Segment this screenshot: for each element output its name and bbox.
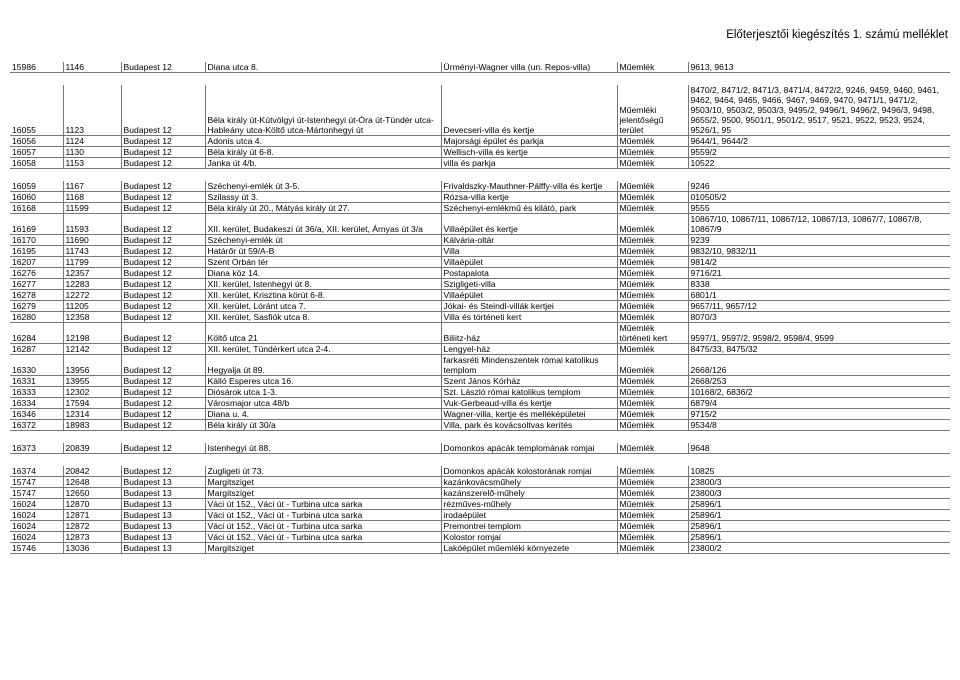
cell-name: Biliitz-ház: [441, 323, 617, 344]
cell-id: 16277: [10, 279, 63, 290]
cell-id: 16207: [10, 257, 63, 268]
cell-type: Műemlék: [617, 409, 688, 420]
cell-type: Műemlék: [617, 246, 688, 257]
cell-lots: 9648: [688, 443, 950, 454]
cell-lots: 8070/3: [688, 312, 950, 323]
cell-id: 16346: [10, 409, 63, 420]
cell-num: 11599: [63, 203, 121, 214]
cell-id: 16334: [10, 398, 63, 409]
cell-lots: 25896/1: [688, 510, 950, 521]
cell-name: irodaépület: [441, 510, 617, 521]
table-row: [10, 214, 950, 235]
table-row: [10, 443, 950, 454]
cell-lots: 9657/11, 9657/12: [688, 301, 950, 312]
cell-lots: 25896/1: [688, 532, 950, 543]
cell-name: Vuk-Gerbeaud-villa és kertje: [441, 398, 617, 409]
cell-name: Jókai- és Steindl-villák kertjei: [441, 301, 617, 312]
cell-id: 16055: [10, 85, 63, 136]
table-row: [10, 355, 950, 376]
cell-city: Budapest 12: [121, 466, 205, 477]
cell-num: 1146: [63, 62, 121, 73]
cell-address: Béla király út 30/a: [205, 420, 441, 431]
cell-type: Műemlék: [617, 521, 688, 532]
cell-id: 16168: [10, 203, 63, 214]
spacer-cell: [10, 454, 950, 467]
cell-num: 20842: [63, 466, 121, 477]
cell-lots: 9239: [688, 235, 950, 246]
cell-address: Hegyalja út 89.: [205, 355, 441, 376]
cell-address: Margitsziget: [205, 477, 441, 488]
cell-address: Béla király út 20., Mátyás király út 27.: [205, 203, 441, 214]
cell-city: Budapest 13: [121, 488, 205, 499]
cell-id: 16059: [10, 181, 63, 192]
table-row: [10, 488, 950, 499]
cell-name: Villa, park és kovácsoltvas kerítés: [441, 420, 617, 431]
cell-lots: 6801/1: [688, 290, 950, 301]
cell-city: Budapest 12: [121, 85, 205, 136]
cell-city: Budapest 12: [121, 290, 205, 301]
table-row: [10, 147, 950, 158]
table-row: [10, 499, 950, 510]
cell-name: Szt. László római katolikus templom: [441, 387, 617, 398]
cell-address: Váci út 152., Váci út - Turbina utca sarka: [205, 510, 441, 521]
cell-city: Budapest 12: [121, 323, 205, 344]
cell-address: Margitsziget: [205, 543, 441, 554]
spacer-row: [10, 454, 950, 467]
cell-type: Műemlék: [617, 443, 688, 454]
cell-type: Műemlék: [617, 355, 688, 376]
cell-city: Budapest 12: [121, 376, 205, 387]
cell-id: 16060: [10, 192, 63, 203]
cell-name: kazánkovácsműhely: [441, 477, 617, 488]
cell-city: Budapest 12: [121, 136, 205, 147]
cell-num: 12870: [63, 499, 121, 510]
table-row: [10, 409, 950, 420]
cell-address: Margitsziget: [205, 488, 441, 499]
cell-name: Kolostor romjai: [441, 532, 617, 543]
cell-lots: 9716/21: [688, 268, 950, 279]
cell-city: Budapest 13: [121, 510, 205, 521]
cell-name: Majorsági épület és parkja: [441, 136, 617, 147]
cell-city: Budapest 12: [121, 355, 205, 376]
cell-address: Istenhegyi út 88.: [205, 443, 441, 454]
cell-address: Adonis utca 4.: [205, 136, 441, 147]
cell-num: 1124: [63, 136, 121, 147]
cell-name: farkasréti Mindenszentek római katolikus templom: [441, 355, 617, 376]
table-row: [10, 376, 950, 387]
cell-id: 16058: [10, 158, 63, 169]
cell-name: Szigligeti-villa: [441, 279, 617, 290]
cell-id: 16170: [10, 235, 63, 246]
cell-name: Kálvária-oltár: [441, 235, 617, 246]
table-row: [10, 301, 950, 312]
cell-city: Budapest 12: [121, 344, 205, 355]
cell-city: Budapest 12: [121, 158, 205, 169]
cell-num: 12283: [63, 279, 121, 290]
cell-num: 13036: [63, 543, 121, 554]
cell-city: Budapest 12: [121, 268, 205, 279]
cell-num: 12314: [63, 409, 121, 420]
cell-city: Budapest 12: [121, 235, 205, 246]
cell-name: Ürményi-Wagner villa (un. Repos-villa): [441, 62, 617, 73]
cell-num: 12142: [63, 344, 121, 355]
cell-city: Budapest 12: [121, 279, 205, 290]
cell-city: Budapest 13: [121, 521, 205, 532]
cell-address: Szent Orbán tér: [205, 257, 441, 268]
cell-id: 16333: [10, 387, 63, 398]
cell-id: 16276: [10, 268, 63, 279]
table-row: [10, 136, 950, 147]
cell-lots: 9832/10, 9832/11: [688, 246, 950, 257]
cell-name: Wellisch-villa és kertje: [441, 147, 617, 158]
cell-type: Műemlék: [617, 488, 688, 499]
cell-id: 16169: [10, 214, 63, 235]
cell-city: Budapest 12: [121, 398, 205, 409]
cell-lots: 9597/1, 9597/2, 9598/2, 9598/4, 9599: [688, 323, 950, 344]
table-row: [10, 344, 950, 355]
cell-type: Műemlék: [617, 466, 688, 477]
cell-lots: 2668/126: [688, 355, 950, 376]
cell-city: Budapest 12: [121, 246, 205, 257]
cell-address: Diana köz 14.: [205, 268, 441, 279]
cell-type: Műemlék: [617, 279, 688, 290]
table-row: [10, 510, 950, 521]
spacer-row: [10, 73, 950, 86]
cell-type: Műemlék: [617, 290, 688, 301]
cell-num: 11593: [63, 214, 121, 235]
table-row: [10, 323, 950, 344]
cell-address: Széchenyi-emlék út: [205, 235, 441, 246]
cell-num: 12358: [63, 312, 121, 323]
cell-lots: 010505/2: [688, 192, 950, 203]
cell-lots: 8338: [688, 279, 950, 290]
cell-id: 16284: [10, 323, 63, 344]
cell-address: Béla király út 6-8.: [205, 147, 441, 158]
table-row: [10, 543, 950, 554]
cell-name: Villa és történeti kert: [441, 312, 617, 323]
cell-type: Műemlék: [617, 147, 688, 158]
cell-lots: 10825: [688, 466, 950, 477]
cell-type: Műemlék: [617, 312, 688, 323]
cell-lots: 25896/1: [688, 499, 950, 510]
table-row: [10, 257, 950, 268]
cell-city: Budapest 12: [121, 420, 205, 431]
cell-id: 15747: [10, 488, 63, 499]
cell-address: Váci út 152., Váci út - Turbina utca sarka: [205, 499, 441, 510]
cell-id: 16372: [10, 420, 63, 431]
table-row: [10, 466, 950, 477]
cell-num: 12872: [63, 521, 121, 532]
cell-lots: 10168/2, 6836/2: [688, 387, 950, 398]
table-row: [10, 312, 950, 323]
cell-city: Budapest 12: [121, 409, 205, 420]
cell-name: rézműves-műhely: [441, 499, 617, 510]
cell-type: Műemlék: [617, 543, 688, 554]
cell-lots: 8470/2, 8471/2, 8471/3, 8471/4, 8472/2, 9246, 9459, 9460, 9461, 9462, 9464, 9465, 9466, 9467, 9469, 9470, 9471/1, 9471/2, 9503/10, 9503/2, 9503/3, 9495/2, 9496/1, 9496/2, 9496/3, 9498, 9655/2, 9500, 9501/1, 9501/2, 9517, 9521, 9522, 9523, 9524, 9526/1, 95: [688, 85, 950, 136]
cell-address: Szilassy út 3.: [205, 192, 441, 203]
cell-num: 12302: [63, 387, 121, 398]
page-header: Előterjesztői kiegészítés 1. számú melléklet: [726, 29, 948, 41]
cell-lots: 9555: [688, 203, 950, 214]
cell-num: 12648: [63, 477, 121, 488]
cell-address: Janka út 4/b.: [205, 158, 441, 169]
cell-type: Műemlék: [617, 203, 688, 214]
table-row: [10, 62, 950, 73]
cell-city: Budapest 12: [121, 62, 205, 73]
cell-num: 1168: [63, 192, 121, 203]
cell-lots: 9613, 9613: [688, 62, 950, 73]
cell-num: 11743: [63, 246, 121, 257]
cell-name: Domonkos apácák kolostorának romjai: [441, 466, 617, 477]
cell-address: XII. kerület, Tündérkert utca 2-4.: [205, 344, 441, 355]
cell-id: 16056: [10, 136, 63, 147]
cell-id: 16279: [10, 301, 63, 312]
cell-name: Villaépület: [441, 257, 617, 268]
cell-num: 12272: [63, 290, 121, 301]
cell-lots: 6879/4: [688, 398, 950, 409]
cell-type: Műemlék: [617, 499, 688, 510]
cell-type: Műemlék: [617, 268, 688, 279]
cell-id: 16024: [10, 510, 63, 521]
cell-type: Műemlék: [617, 136, 688, 147]
cell-type: Műemléki jelentőségű terület: [617, 85, 688, 136]
cell-lots: 25896/1: [688, 521, 950, 532]
table-row: [10, 85, 950, 136]
table-row: [10, 203, 950, 214]
cell-address: Váci út 152., Váci út - Turbina utca sarka: [205, 532, 441, 543]
cell-type: Műemlék: [617, 301, 688, 312]
cell-address: Városmajor utca 48/b: [205, 398, 441, 409]
cell-type: Műemlék történeti kert: [617, 323, 688, 344]
cell-address: Költő utca 21: [205, 323, 441, 344]
cell-type: Műemlék: [617, 181, 688, 192]
cell-lots: 23800/2: [688, 543, 950, 554]
cell-address: XII. kerület, Sasfiók utca 8.: [205, 312, 441, 323]
cell-lots: 9559/2: [688, 147, 950, 158]
cell-num: 1153: [63, 158, 121, 169]
table-row: [10, 477, 950, 488]
cell-lots: 10867/10, 10867/11, 10867/12, 10867/13, 10867/7, 10867/8, 10867/9: [688, 214, 950, 235]
cell-num: 18983: [63, 420, 121, 431]
cell-id: 16373: [10, 443, 63, 454]
cell-lots: 23800/3: [688, 477, 950, 488]
cell-id: 16278: [10, 290, 63, 301]
cell-type: Műemlék: [617, 62, 688, 73]
cell-name: Szent János Kórház: [441, 376, 617, 387]
cell-type: Műemlék: [617, 398, 688, 409]
table-row: [10, 290, 950, 301]
cell-type: Műemlék: [617, 387, 688, 398]
cell-name: Villaépület: [441, 290, 617, 301]
cell-lots: 8475/33, 8475/32: [688, 344, 950, 355]
cell-type: Műemlék: [617, 532, 688, 543]
cell-type: Műemlék: [617, 477, 688, 488]
table-row: [10, 398, 950, 409]
cell-num: 17594: [63, 398, 121, 409]
table-body: [10, 62, 950, 554]
cell-name: villa és parkja: [441, 158, 617, 169]
cell-num: 13955: [63, 376, 121, 387]
cell-num: 13956: [63, 355, 121, 376]
cell-address: Zugligeti út 73.: [205, 466, 441, 477]
cell-id: 15746: [10, 543, 63, 554]
cell-lots: 9715/2: [688, 409, 950, 420]
cell-name: kazánszerelő-műhely: [441, 488, 617, 499]
cell-city: Budapest 13: [121, 532, 205, 543]
cell-num: 12873: [63, 532, 121, 543]
cell-lots: 2668/253: [688, 376, 950, 387]
cell-city: Budapest 13: [121, 543, 205, 554]
cell-type: Műemlék: [617, 510, 688, 521]
cell-lots: 9644/1, 9644/2: [688, 136, 950, 147]
spacer-row: [10, 431, 950, 444]
cell-address: Váci út 152., Váci út - Turbina utca sarka: [205, 521, 441, 532]
cell-num: 12650: [63, 488, 121, 499]
cell-name: Villa: [441, 246, 617, 257]
cell-name: Széchenyi-emlékmű és kilátó, park: [441, 203, 617, 214]
monument-table: [10, 62, 950, 554]
cell-id: 16330: [10, 355, 63, 376]
cell-address: XII. kerület, Budakeszi út 36/a, XII. kerület, Árnyas út 3/a: [205, 214, 441, 235]
cell-address: XII. kerület, Lóránt utca 7.: [205, 301, 441, 312]
cell-city: Budapest 12: [121, 147, 205, 158]
cell-name: Postapalota: [441, 268, 617, 279]
cell-name: Villaépület és kertje: [441, 214, 617, 235]
cell-address: Széchenyi-emlék út 3-5.: [205, 181, 441, 192]
cell-id: 16024: [10, 499, 63, 510]
cell-type: Műemlék: [617, 344, 688, 355]
cell-address: Diana u. 4.: [205, 409, 441, 420]
cell-lots: 23800/3: [688, 488, 950, 499]
cell-num: 12357: [63, 268, 121, 279]
spacer-cell: [10, 431, 950, 444]
cell-num: 20839: [63, 443, 121, 454]
cell-id: 16024: [10, 532, 63, 543]
table-row: [10, 521, 950, 532]
cell-city: Budapest 12: [121, 192, 205, 203]
cell-name: Wagner-villa, kertje és melléképületei: [441, 409, 617, 420]
cell-address: Határőr út 59/A-B: [205, 246, 441, 257]
cell-city: Budapest 12: [121, 181, 205, 192]
cell-city: Budapest 13: [121, 499, 205, 510]
table-row: [10, 235, 950, 246]
cell-id: 16024: [10, 521, 63, 532]
cell-id: 15986: [10, 62, 63, 73]
cell-city: Budapest 12: [121, 203, 205, 214]
cell-name: Lakóépület műemléki környezete: [441, 543, 617, 554]
table-row: [10, 279, 950, 290]
cell-type: Műemlék: [617, 420, 688, 431]
cell-id: 15747: [10, 477, 63, 488]
spacer-row: [10, 169, 950, 182]
table-row: [10, 181, 950, 192]
cell-name: Lengyel-ház: [441, 344, 617, 355]
table-row: [10, 387, 950, 398]
cell-num: 1130: [63, 147, 121, 158]
cell-id: 16331: [10, 376, 63, 387]
cell-city: Budapest 12: [121, 257, 205, 268]
table-row: [10, 532, 950, 543]
cell-lots: 9534/8: [688, 420, 950, 431]
cell-num: 1123: [63, 85, 121, 136]
cell-lots: 9814/2: [688, 257, 950, 268]
table-row: [10, 246, 950, 257]
cell-num: 11799: [63, 257, 121, 268]
cell-name: Rózsa-villa kertje: [441, 192, 617, 203]
cell-num: 11690: [63, 235, 121, 246]
cell-address: XII. kerület, Istenhegyi út 8.: [205, 279, 441, 290]
cell-name: Devecseri-villa és kertje: [441, 85, 617, 136]
spacer-cell: [10, 73, 950, 86]
cell-address: Diana utca 8.: [205, 62, 441, 73]
cell-id: 16374: [10, 466, 63, 477]
cell-city: Budapest 12: [121, 214, 205, 235]
cell-num: 1167: [63, 181, 121, 192]
cell-type: Műemlék: [617, 257, 688, 268]
cell-type: Műemlék: [617, 192, 688, 203]
cell-city: Budapest 12: [121, 312, 205, 323]
spacer-cell: [10, 169, 950, 182]
table-row: [10, 420, 950, 431]
cell-name: Premontrei templom: [441, 521, 617, 532]
cell-address: Diósárok utca 1-3.: [205, 387, 441, 398]
cell-address: Béla király út-Kútvölgyi út-Istenhegyi út-Óra út-Tündér utca-Hableány utca-Költő utca-Mártonhegyi út: [205, 85, 441, 136]
cell-city: Budapest 13: [121, 477, 205, 488]
cell-type: Műemlék: [617, 158, 688, 169]
cell-lots: 10522: [688, 158, 950, 169]
cell-city: Budapest 12: [121, 301, 205, 312]
cell-num: 12871: [63, 510, 121, 521]
cell-id: 16195: [10, 246, 63, 257]
table-row: [10, 268, 950, 279]
cell-type: Műemlék: [617, 376, 688, 387]
cell-lots: 9246: [688, 181, 950, 192]
cell-id: 16057: [10, 147, 63, 158]
cell-address: Kálló Esperes utca 16.: [205, 376, 441, 387]
cell-type: Műemlék: [617, 214, 688, 235]
cell-id: 16287: [10, 344, 63, 355]
cell-id: 16280: [10, 312, 63, 323]
table-row: [10, 158, 950, 169]
cell-name: Frivaldszky-Mauthner-Pálffy-villa és kertje: [441, 181, 617, 192]
cell-address: XII. kerület, Krisztina körút 6-8.: [205, 290, 441, 301]
cell-type: Műemlék: [617, 235, 688, 246]
cell-city: Budapest 12: [121, 387, 205, 398]
cell-num: 11205: [63, 301, 121, 312]
cell-city: Budapest 12: [121, 443, 205, 454]
cell-num: 12198: [63, 323, 121, 344]
table-row: [10, 192, 950, 203]
cell-name: Domonkos apácák templomának romjai: [441, 443, 617, 454]
